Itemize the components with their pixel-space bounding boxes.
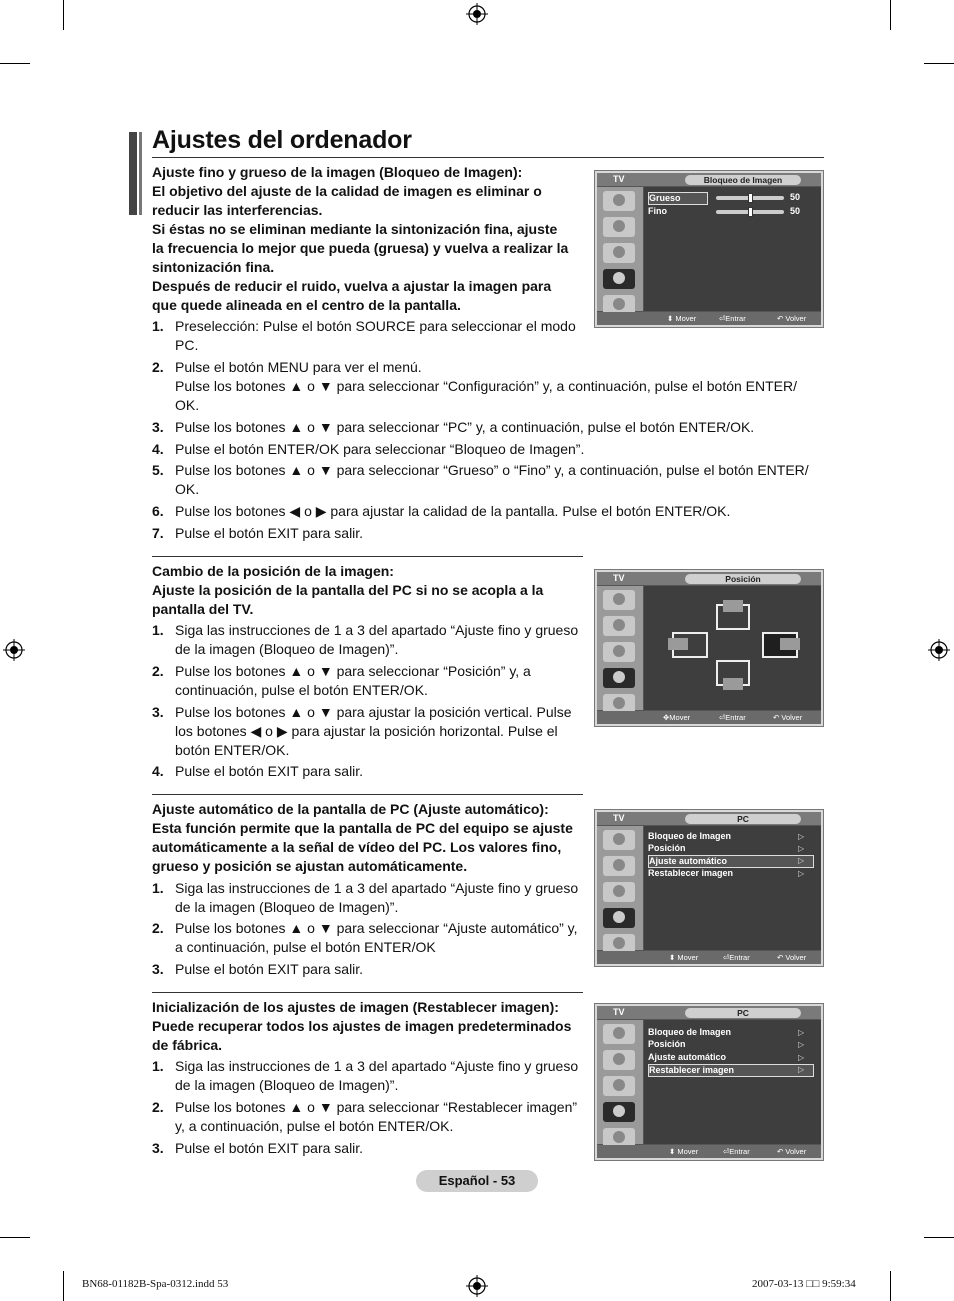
enter-hint: ⏎Entrar bbox=[723, 953, 750, 962]
enter-label: Entrar bbox=[725, 713, 746, 722]
osd-footer bbox=[597, 951, 821, 964]
intro-line: Después de reducir el ruido, vuelva a ajustar la imagen para bbox=[152, 278, 552, 294]
heading-bar bbox=[129, 132, 137, 215]
title-rule bbox=[152, 157, 824, 158]
left-arrow-icon bbox=[668, 638, 688, 650]
step-line: continuación, pulse el botón ENTER/OK. bbox=[175, 682, 428, 698]
submenu-arrow-icon: ▷ bbox=[798, 1053, 805, 1062]
intro-line: que quede alineada en el centro de la pantalla. bbox=[152, 297, 461, 313]
osd-tab-title: PC bbox=[685, 1008, 801, 1018]
step-line: de la imagen (Bloqueo de Imagen)”. bbox=[175, 1077, 399, 1093]
crop-mark bbox=[0, 1237, 30, 1238]
submenu-arrow-icon: ▷ bbox=[798, 856, 805, 865]
grueso-value: 50 bbox=[790, 192, 801, 202]
osd-sidebar bbox=[597, 826, 643, 950]
osd-tv-label: TV bbox=[613, 174, 625, 184]
return-hint: ↶ Volver bbox=[773, 713, 803, 722]
step-text bbox=[175, 621, 595, 659]
section-divider bbox=[152, 556, 583, 557]
enter-hint: ⏎Entrar bbox=[719, 314, 746, 323]
registration-mark-icon bbox=[466, 1275, 488, 1297]
osd-screen-bloqueo bbox=[594, 170, 824, 328]
step-item bbox=[152, 762, 592, 782]
step-text bbox=[175, 1057, 595, 1095]
footer-file-info: BN68-01182B-Spa-0312.indd 53 bbox=[82, 1278, 229, 1290]
osd-footer bbox=[597, 1145, 821, 1158]
section-divider bbox=[152, 794, 583, 795]
enter-label: Entrar bbox=[729, 1147, 750, 1156]
step-number: 2. bbox=[152, 663, 164, 679]
crop-mark bbox=[63, 0, 64, 30]
osd-sidebar bbox=[597, 187, 643, 311]
osd-content bbox=[644, 1020, 821, 1144]
step-line: y, a continuación, pulse el botón ENTER/OK. bbox=[175, 1118, 454, 1134]
section-intro bbox=[152, 800, 592, 876]
osd-header bbox=[597, 572, 821, 585]
setup-menu-icon bbox=[603, 269, 635, 289]
step-text: Pulse el botón EXIT para salir. bbox=[175, 1140, 364, 1156]
step-number: 6. bbox=[152, 503, 164, 519]
channel-menu-icon bbox=[603, 882, 635, 902]
step-number: 2. bbox=[152, 1099, 164, 1115]
step-text: Pulse el botón EXIT para salir. bbox=[175, 525, 364, 541]
intro-line: pantalla del TV. bbox=[152, 601, 254, 617]
step-text: Pulse los botones ▲ o ▼ para seleccionar “PC” y, a continuación, pulse el botón ENTER/OK. bbox=[175, 419, 755, 435]
step-number: 3. bbox=[152, 1140, 164, 1156]
move-label: Mover bbox=[677, 1147, 699, 1156]
step-number: 3. bbox=[152, 704, 164, 720]
submenu-arrow-icon: ▷ bbox=[798, 844, 805, 853]
enter-label: Entrar bbox=[729, 953, 750, 962]
step-item bbox=[152, 703, 592, 763]
registration-mark-icon bbox=[928, 639, 950, 661]
step-item bbox=[152, 960, 592, 980]
crop-mark bbox=[63, 1271, 64, 1301]
osd-tab-title: Posición bbox=[685, 574, 801, 584]
osd-panel bbox=[597, 1006, 821, 1158]
step-text: Pulse el botón ENTER/OK para seleccionar “Bloqueo de Imagen”. bbox=[175, 441, 585, 457]
intro-line: Inicialización de los ajustes de imagen (Restablecer imagen): bbox=[152, 999, 559, 1015]
return-label: Volver bbox=[785, 1147, 807, 1156]
return-label: Volver bbox=[785, 953, 807, 962]
osd-tab-title: Bloqueo de Imagen bbox=[685, 175, 801, 185]
step-number: 1. bbox=[152, 1058, 164, 1074]
submenu-arrow-icon: ▷ bbox=[798, 869, 805, 878]
step-line: Siga las instrucciones de 1 a 3 del apartado “Ajuste fino y grueso bbox=[175, 880, 579, 896]
step-line: OK. bbox=[175, 397, 200, 413]
step-line: botón ENTER/OK. bbox=[175, 742, 290, 758]
osd-footer bbox=[597, 711, 821, 724]
osd-tab-title: PC bbox=[685, 814, 801, 824]
step-text bbox=[175, 662, 595, 700]
menu-item-fino[interactable]: Fino bbox=[648, 206, 667, 216]
step-item bbox=[152, 662, 592, 702]
down-arrow-icon bbox=[723, 678, 743, 690]
intro-line: de fábrica. bbox=[152, 1037, 223, 1053]
step-number: 1. bbox=[152, 880, 164, 896]
return-hint: ↶ Volver bbox=[777, 314, 807, 323]
menu-item-bloqueo[interactable]: Bloqueo de Imagen bbox=[648, 1027, 732, 1037]
step-number: 2. bbox=[152, 359, 164, 375]
move-label: Mover bbox=[675, 314, 697, 323]
sound-menu-icon bbox=[603, 1050, 635, 1070]
move-hint: ⬍ Mover bbox=[669, 1147, 699, 1156]
step-item bbox=[152, 1139, 592, 1159]
enter-hint: ⏎Entrar bbox=[723, 1147, 750, 1156]
return-hint: ↶ Volver bbox=[777, 1147, 807, 1156]
section-intro bbox=[152, 163, 582, 315]
crop-mark bbox=[924, 1237, 954, 1238]
intro-line: reducir las interferencias. bbox=[152, 202, 323, 218]
crop-mark bbox=[924, 63, 954, 64]
step-line: Pulse el botón MENU para ver el menú. bbox=[175, 359, 422, 375]
osd-footer bbox=[597, 312, 821, 325]
osd-header bbox=[597, 1006, 821, 1019]
intro-line: Puede recuperar todos los ajustes de imagen predeterminados bbox=[152, 1018, 572, 1034]
move-hint: ⬍ Mover bbox=[667, 314, 697, 323]
step-line: los botones ◀ o ▶ para ajustar la posición horizontal. Pulse el bbox=[175, 723, 558, 739]
intro-line: Si éstas no se eliminan mediante la sintonización fina, ajuste bbox=[152, 221, 558, 237]
enter-hint: ⏎Entrar bbox=[719, 713, 746, 722]
intro-line: Ajuste la posición de la pantalla del PC si no se acopla a la bbox=[152, 582, 544, 598]
step-line: Pulse los botones ▲ o ▼ para seleccionar “Ajuste automático” y, bbox=[175, 920, 578, 936]
step-text bbox=[175, 879, 595, 917]
osd-panel bbox=[597, 812, 821, 964]
menu-item-ajuste-automatico[interactable]: Ajuste automático bbox=[648, 1052, 727, 1062]
intro-line: automáticamente a la señal de vídeo del PC. Los valores fino, bbox=[152, 839, 562, 855]
step-line: Pulse los botones ▲ o ▼ para ajustar la posición vertical. Pulse bbox=[175, 704, 572, 720]
registration-mark-icon bbox=[3, 639, 25, 661]
submenu-arrow-icon: ▷ bbox=[798, 1040, 805, 1049]
position-left-preview bbox=[672, 632, 708, 658]
return-hint: ↶ Volver bbox=[777, 953, 807, 962]
step-line: PC. bbox=[175, 337, 199, 353]
footer-timestamp: 2007-03-13 □□ 9:59:34 bbox=[752, 1278, 856, 1290]
step-number: 1. bbox=[152, 622, 164, 638]
crop-mark bbox=[890, 0, 891, 30]
step-item bbox=[152, 461, 822, 501]
position-up-preview bbox=[716, 604, 750, 630]
menu-item-restablecer[interactable]: Restablecer imagen bbox=[648, 1064, 814, 1077]
step-number: 3. bbox=[152, 961, 164, 977]
step-item bbox=[152, 358, 822, 418]
step-line: OK. bbox=[175, 481, 200, 497]
osd-panel bbox=[597, 173, 821, 325]
menu-item-grueso[interactable]: Grueso bbox=[648, 192, 708, 205]
step-number: 5. bbox=[152, 462, 164, 478]
setup-menu-icon bbox=[603, 668, 635, 688]
osd-screen-pc-ajuste bbox=[594, 809, 824, 967]
section-intro bbox=[152, 562, 582, 619]
enter-label: Entrar bbox=[725, 314, 746, 323]
menu-item-posicion[interactable]: Posición bbox=[648, 843, 686, 853]
sound-menu-icon bbox=[603, 217, 635, 237]
channel-menu-icon bbox=[603, 1076, 635, 1096]
up-arrow-icon bbox=[723, 600, 743, 612]
step-item bbox=[152, 524, 822, 544]
setup-menu-icon bbox=[603, 908, 635, 928]
right-arrow-icon bbox=[780, 638, 800, 650]
step-line: de la imagen (Bloqueo de Imagen)”. bbox=[175, 899, 399, 915]
step-item bbox=[152, 919, 592, 959]
step-text: Pulse el botón EXIT para salir. bbox=[175, 961, 364, 977]
crop-mark bbox=[0, 63, 30, 64]
osd-content bbox=[644, 826, 821, 950]
return-label: Volver bbox=[781, 713, 803, 722]
step-text bbox=[175, 703, 595, 760]
osd-content bbox=[644, 187, 821, 311]
intro-line: Cambio de la posición de la imagen: bbox=[152, 563, 394, 579]
osd-screen-pc-restablecer bbox=[594, 1003, 824, 1161]
registration-mark-icon bbox=[466, 3, 488, 25]
grueso-slider-knob[interactable] bbox=[748, 193, 753, 203]
intro-line: la frecuencia lo mejor que pueda (gruesa) y vuelva a realizar la bbox=[152, 240, 569, 256]
osd-tv-label: TV bbox=[613, 1007, 625, 1017]
osd-header bbox=[597, 812, 821, 825]
step-text: Pulse el botón EXIT para salir. bbox=[175, 763, 364, 779]
step-line: Pulse los botones ▲ o ▼ para seleccionar “Configuración” y, a continuación, pulse el botón ENTER/ bbox=[175, 378, 798, 394]
step-line: de la imagen (Bloqueo de Imagen)”. bbox=[175, 641, 399, 657]
picture-menu-icon bbox=[603, 191, 635, 211]
step-line: Siga las instrucciones de 1 a 3 del apartado “Ajuste fino y grueso bbox=[175, 622, 579, 638]
setup-menu-icon bbox=[603, 1102, 635, 1122]
page-title: Ajustes del ordenador bbox=[152, 126, 412, 154]
osd-screen-posicion bbox=[594, 569, 824, 727]
step-item bbox=[152, 621, 592, 661]
step-line: a continuación, pulse el botón ENTER/OK bbox=[175, 939, 436, 955]
channel-menu-icon bbox=[603, 243, 635, 263]
section-divider bbox=[152, 992, 583, 993]
crop-mark bbox=[890, 1271, 891, 1301]
submenu-arrow-icon: ▷ bbox=[798, 1065, 805, 1074]
intro-line: Esta función permite que la pantalla de PC del equipo se ajuste bbox=[152, 820, 573, 836]
section-intro bbox=[152, 998, 592, 1055]
osd-sidebar bbox=[597, 586, 643, 710]
osd-tv-label: TV bbox=[613, 813, 625, 823]
step-item bbox=[152, 440, 822, 460]
step-text bbox=[175, 1098, 595, 1136]
page-number-badge: Español - 53 bbox=[416, 1170, 538, 1192]
step-number: 4. bbox=[152, 441, 164, 457]
menu-item-restablecer[interactable]: Restablecer imagen bbox=[648, 868, 734, 878]
step-line: Pulse los botones ▲ o ▼ para seleccionar “Grueso” o “Fino” y, a continuación, pulse el botón ENTER/ bbox=[175, 462, 809, 478]
intro-line: Ajuste fino y grueso de la imagen (Bloqueo de Imagen): bbox=[152, 164, 523, 180]
step-line: Pulse los botones ▲ o ▼ para seleccionar “Restablecer imagen” bbox=[175, 1099, 578, 1115]
picture-menu-icon bbox=[603, 830, 635, 850]
picture-menu-icon bbox=[603, 1024, 635, 1044]
step-line: Siga las instrucciones de 1 a 3 del apartado “Ajuste fino y grueso bbox=[175, 1058, 579, 1074]
submenu-arrow-icon: ▷ bbox=[798, 1028, 805, 1037]
step-number: 3. bbox=[152, 419, 164, 435]
move-label: Mover bbox=[669, 713, 691, 722]
menu-item-ajuste-automatico[interactable]: Ajuste automático bbox=[648, 855, 814, 868]
step-text bbox=[175, 919, 595, 957]
step-text bbox=[175, 358, 825, 415]
step-text bbox=[175, 461, 825, 499]
intro-line: sintonización fina. bbox=[152, 259, 275, 275]
osd-tv-label: TV bbox=[613, 573, 625, 583]
step-line: Pulse los botones ▲ o ▼ para seleccionar “Posición” y, a bbox=[175, 663, 531, 679]
move-hint: ⬍ Mover bbox=[669, 953, 699, 962]
sound-menu-icon bbox=[603, 616, 635, 636]
move-label: Mover bbox=[677, 953, 699, 962]
menu-item-posicion[interactable]: Posición bbox=[648, 1039, 686, 1049]
step-number: 2. bbox=[152, 920, 164, 936]
fino-slider-knob[interactable] bbox=[748, 207, 753, 217]
intro-line: El objetivo del ajuste de la calidad de imagen es eliminar o bbox=[152, 183, 542, 199]
step-number: 4. bbox=[152, 763, 164, 779]
step-line: Preselección: Pulse el botón SOURCE para seleccionar el modo bbox=[175, 318, 576, 334]
step-text: Pulse los botones ◀ o ▶ para ajustar la calidad de la pantalla. Pulse el botón ENTER/OK. bbox=[175, 503, 731, 519]
step-item bbox=[152, 418, 822, 438]
fino-value: 50 bbox=[790, 206, 801, 216]
sound-menu-icon bbox=[603, 856, 635, 876]
step-item bbox=[152, 879, 592, 919]
heading-bar bbox=[139, 132, 142, 215]
position-right-preview bbox=[762, 632, 798, 658]
intro-line: grueso y posición se ajustan automáticamente. bbox=[152, 858, 468, 874]
position-down-preview bbox=[716, 660, 750, 686]
menu-item-bloqueo[interactable]: Bloqueo de Imagen bbox=[648, 831, 732, 841]
submenu-arrow-icon: ▷ bbox=[798, 832, 805, 841]
step-number: 1. bbox=[152, 318, 164, 334]
osd-header bbox=[597, 173, 821, 186]
intro-line: Ajuste automático de la pantalla de PC (Ajuste automático): bbox=[152, 801, 549, 817]
return-label: Volver bbox=[785, 314, 807, 323]
step-text bbox=[175, 317, 595, 355]
osd-sidebar bbox=[597, 1020, 643, 1144]
step-item bbox=[152, 502, 822, 522]
osd-panel bbox=[597, 572, 821, 724]
step-item bbox=[152, 1098, 592, 1138]
picture-menu-icon bbox=[603, 590, 635, 610]
osd-content bbox=[644, 586, 821, 710]
channel-menu-icon bbox=[603, 642, 635, 662]
step-number: 7. bbox=[152, 525, 164, 541]
move-hint: ✥Mover bbox=[663, 713, 691, 722]
step-item bbox=[152, 1057, 592, 1097]
